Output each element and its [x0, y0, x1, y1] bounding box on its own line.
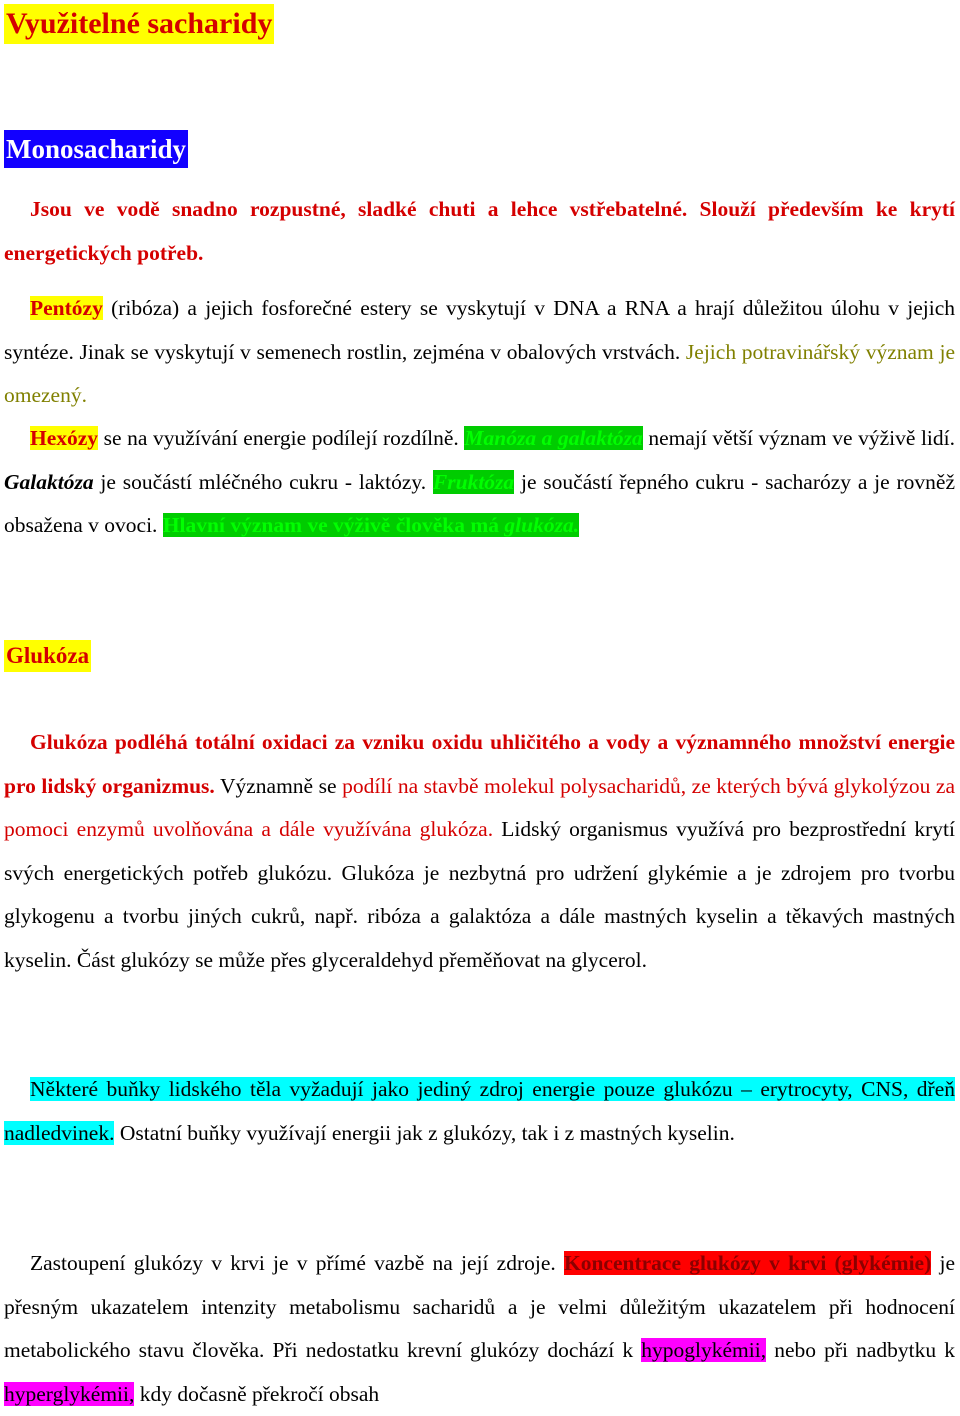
glykemie-text-1: Zastoupení glukózy v krvi je v přímé vazbě na její zdroje. — [30, 1251, 564, 1275]
term-glukoza-highlight: glukóza. — [504, 513, 580, 537]
paragraph-cells — [4, 1068, 955, 1155]
term-fruktoza: Fruktóza — [432, 469, 515, 494]
glukoza-polysacharidy: podílí na stavbě molekul polysacharidů, ze kterých bývá glykolýzou za pomoci enzymů uvolňována a dále využívána glukóza. — [4, 773, 956, 841]
intro-text: Jsou ve vodě snadno rozpustné, sladké chuti a lehce vstřebatelné. Slouží především ke krytí energetických potřeb. — [4, 197, 955, 265]
hexozy-text-4: je součástí řepného cukru - sacharózy a je rovněž obsažena v ovoci. — [4, 469, 955, 537]
glykemie-highlight: Koncentrace glukózy v krvi (glykémie) — [563, 1251, 932, 1275]
glykemie-text-4: kdy dočasně překročí obsah — [134, 1381, 380, 1406]
paragraph-glykemie — [4, 1242, 955, 1416]
cells-text: Ostatní buňky využívají energii jak z glukózy, tak i z mastných kyselin. — [114, 1120, 735, 1145]
section-heading-monosacharidy: Monosacharidy — [4, 130, 188, 168]
term-hypoglykemie: hypoglykémii, — [641, 1338, 767, 1362]
term-hyperglykemie: hyperglykémii, — [4, 1381, 135, 1406]
glykemie-text-3: nebo při nadbytku k — [766, 1338, 955, 1362]
cells-highlight: Některé buňky lidského těla vyžadují jako jediný zdroj energie pouze glukózu – erytrocyty, CNS, dřeň nadledvinek. — [4, 1077, 955, 1145]
main-significance: Hlavní význam ve výživě člověka má — [162, 513, 505, 537]
glukoza-text-1: Významně se — [214, 773, 343, 798]
document-title: Využitelné sacharidy — [4, 4, 274, 44]
glukoza-oxidation: Glukóza podléhá totální oxidaci za vzniku oxidu uhličitého a vody a významného množství energie pro lidský organizmus. — [4, 730, 955, 798]
pentozy-note: Jejich potravinářský význam je omezený. — [4, 339, 955, 407]
paragraph-intro — [4, 188, 955, 275]
glukoza-text-2: Lidský organismus využívá pro bezprostřední krytí svých energetických potřeb glukózu. Glukóza je nezbytná pro udržení glykémie a je zdrojem pro tvorbu glykogenu a tvorbu jiných cukrů, např. ribóza a galaktóza a dále mastných kyselin a těkavých mastných kyselin. Část glukózy se může přes glyceraldehyd přeměňovat na glycerol. — [4, 817, 955, 972]
section-heading-glukoza: Glukóza — [4, 640, 91, 672]
hexozy-text-1: se na využívání energie podílejí rozdílně. — [98, 426, 465, 450]
term-pentozy: Pentózy — [30, 296, 103, 320]
hexozy-text-2: nemají větší význam ve výživě lidí. — [642, 426, 955, 450]
glykemie-text-2: je přesným ukazatelem intenzity metabolismu sacharidů a je velmi důležitým ukazatelem při hodnocení metabolického stavu člověka. Při nedostatku krevní glukózy dochází k — [4, 1251, 955, 1362]
term-hexozy: Hexózy — [30, 426, 99, 450]
paragraph-hexozy — [4, 417, 955, 548]
term-manoza-galaktoza: Manóza a galaktóza — [464, 426, 643, 450]
paragraph-glukoza — [4, 721, 955, 982]
term-galaktoza: Galaktóza — [4, 469, 94, 494]
hexozy-text-3: je součástí mléčného cukru - laktózy. — [93, 469, 433, 494]
pentozy-text: (ribóza) a jejich fosforečné estery se vyskytují v DNA a RNA a hrají důležitou úlohu v jejich syntéze. Jinak se vyskytují v semenech rostlin, zejména v obalových vrstvách. — [4, 296, 955, 364]
paragraph-pentozy — [4, 287, 955, 418]
